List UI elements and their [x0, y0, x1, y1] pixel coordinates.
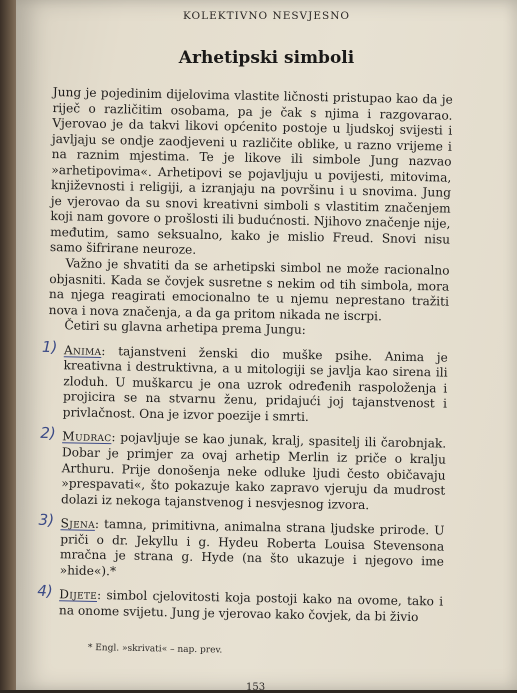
handwritten-number-mark: 2): [40, 424, 56, 443]
archetype-description: : tamna, primitivna, animalna strana ljudske prirode. U priči o dr. Jekyllu i g. Hydeu Roberta Louisa Stevensona mračna je strana g. Hyde (na što ukazuje i njegovo ime »hide«).*: [59, 517, 445, 579]
archetype-description: : simbol cjelovitosti koja postoji kako na ovome, tako i na onome svijetu. Jung je vjerovao kako čovjek, da bi živio: [58, 588, 444, 625]
paragraph-symbol: Važno je shvatiti da se arhetipski simbol ne može racionalno objasniti. Kada se čovjek susretne s nekim od tih simbola, mora na njega reagirati emocionalno te u njemu neprestano tražiti nova i nova značenja, a da ga pritom nikada ne iscrpi.: [48, 256, 450, 324]
paragraph-intro: Jung je pojedinim dijelovima vlastite ličnosti pristupao kao da je riječ o različitim osobama, pa je čak s njima i razgovarao. Vjerovao je da takvi likovi općenito postoje u ljudskoj svijesti i javljaju se ondje zaodjeveni u različite oblike, u razno vrijeme i na raznim mjestima. Te je likove ili simbole Jung nazvao »arhetipovima«. Arhetipovi se pojavljuju u povijesti, mitovima, književnosti i religiji, a izranjaju na površinu i u snovima. Jung je vjerovao da su snovi kreativni simboli s vlastitim značenjem koji nam govore o prošlosti ili budućnosti. Njihovo značenje nije, međutim, samo seksualno, kako je mislio Freud. Snovi nisu samo šifrirane neuroze.: [49, 85, 453, 258]
handwritten-number-mark: 4): [37, 582, 53, 601]
archetype-term: Anima: [63, 343, 102, 358]
handwritten-number-mark: 3): [38, 511, 55, 530]
archetype-item-dijete: [37, 582, 444, 626]
archetype-description: : tajanstveni ženski dio muške psihe. Anima je kreativna i destruktivna, a u mitologiji se javlja kao sirena ili zloduh. U muškarcu je ona uzrok određenih raspoloženja i projicira se na stvarnu ženu, pridajući joj tajanstvenost i privlačnost. Ona je izvor poezije i smrti.: [62, 343, 448, 424]
handwritten-number-mark: 1): [41, 337, 58, 356]
body-text: [37, 85, 453, 626]
paragraph-four-archetypes: Četiri su glavna arhetipa prema Jungu:: [64, 318, 307, 338]
archetype-item-anima: [41, 337, 448, 428]
archetype-item-mudrac: [40, 424, 447, 514]
page-number: 153: [246, 682, 266, 693]
book-page: [16, 0, 517, 693]
archetype-item-sjena: [38, 511, 445, 586]
archetype-term: Dijete: [59, 587, 98, 603]
archetype-description: : pojavljuje se kao junak, kralj, spasitelj ili čarobnjak. Dobar je primjer za ovaj arhetip Merlin iz priče o kralju Arthuru. Prije donošenja neke odluke ljudi često običavaju »prespavati«, što pokazuje kako zapravo vjeruju da mudrost dolazi iz nekoga tajanstvenog i nesvjesnog izvora.: [60, 430, 447, 512]
section-title: Arhetipski simboli: [178, 48, 355, 68]
running-header: KOLEKTIVNO NESVJESNO: [182, 10, 350, 22]
archetype-term: Mudrac: [62, 429, 112, 445]
archetype-term: Sjena: [60, 516, 96, 532]
footnote: * Engl. »skrivati« – nap. prev.: [87, 643, 223, 656]
